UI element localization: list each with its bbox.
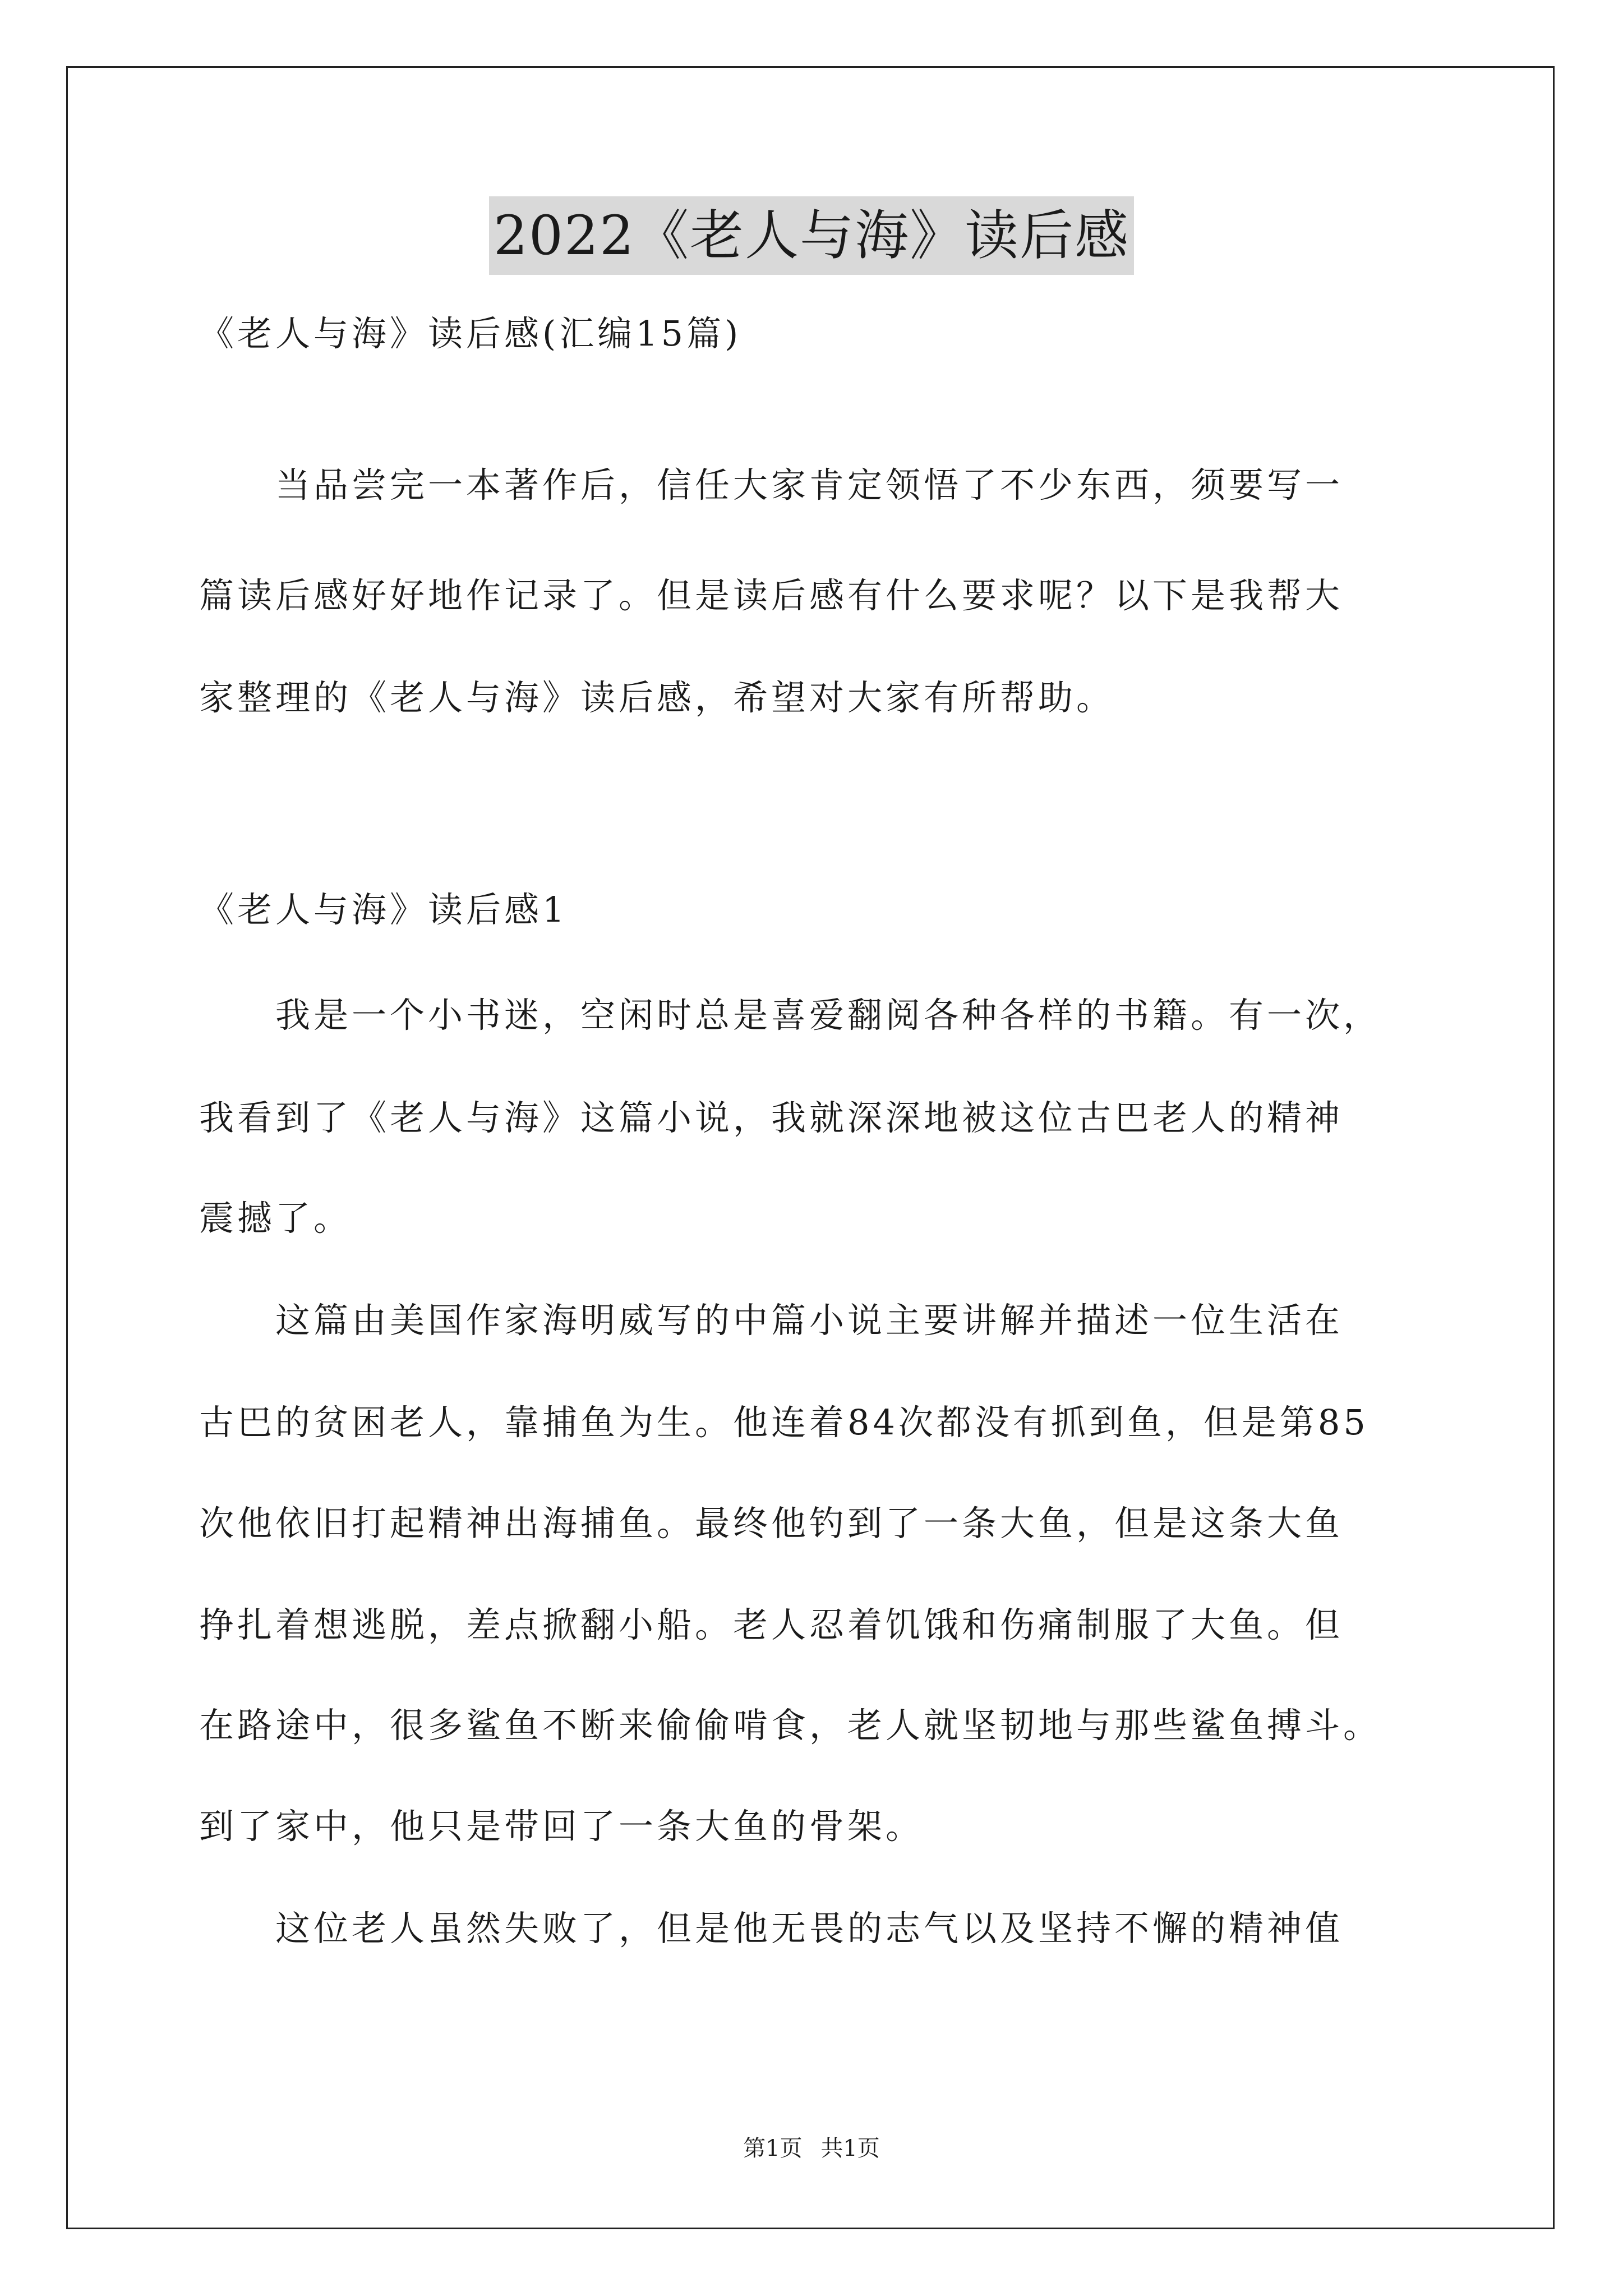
body-line: 挣扎着想逃脱，差点掀翻小船。老人忍着饥饿和伤痛制服了大鱼。但 (199, 1604, 1344, 1645)
body-line: 这位老人虽然失败了，但是他无畏的志气以及坚持不懈的精神值 (199, 1908, 1344, 1949)
intro-line: 家整理的《老人与海》读后感，希望对大家有所帮助。 (199, 677, 1115, 718)
intro-line: 篇读后感好好地作记录了。但是读后感有什么要求呢？以下是我帮大 (199, 575, 1344, 616)
page-number-total: 共1页 (820, 2136, 880, 2161)
body-line: 震撼了。 (199, 1198, 352, 1239)
body-line: 我是一个小书迷，空闲时总是喜爱翻阅各种各样的书籍。有一次， (199, 995, 1382, 1036)
body-line: 在路途中，很多鲨鱼不断来偷偷啃食，老人就坚韧地与那些鲨鱼搏斗。 (199, 1705, 1382, 1746)
body-line: 次他依旧打起精神出海捕鱼。最终他钓到了一条大鱼，但是这条大鱼 (199, 1503, 1344, 1544)
title-container (0, 196, 1623, 275)
body-line: 我看到了《老人与海》这篇小说，我就深深地被这位古巴老人的精神 (199, 1097, 1344, 1138)
page-number-current: 第1页 (743, 2136, 803, 2161)
section-heading: 《老人与海》读后感1 (199, 889, 568, 930)
document-title: 2022《老人与海》读后感 (489, 196, 1134, 275)
body-line: 古巴的贫困老人，靠捕鱼为生。他连着84次都没有抓到鱼，但是第85 (199, 1402, 1369, 1443)
document-subtitle: 《老人与海》读后感(汇编15篇) (199, 313, 742, 354)
page-footer (0, 2132, 1623, 2165)
intro-line: 当品尝完一本著作后，信任大家肯定领悟了不少东西，须要写一 (199, 464, 1344, 505)
page-border (66, 66, 1555, 2229)
body-line: 这篇由美国作家海明威写的中篇小说主要讲解并描述一位生活在 (199, 1300, 1344, 1341)
body-line: 到了家中，他只是带回了一条大鱼的骨架。 (199, 1806, 924, 1847)
